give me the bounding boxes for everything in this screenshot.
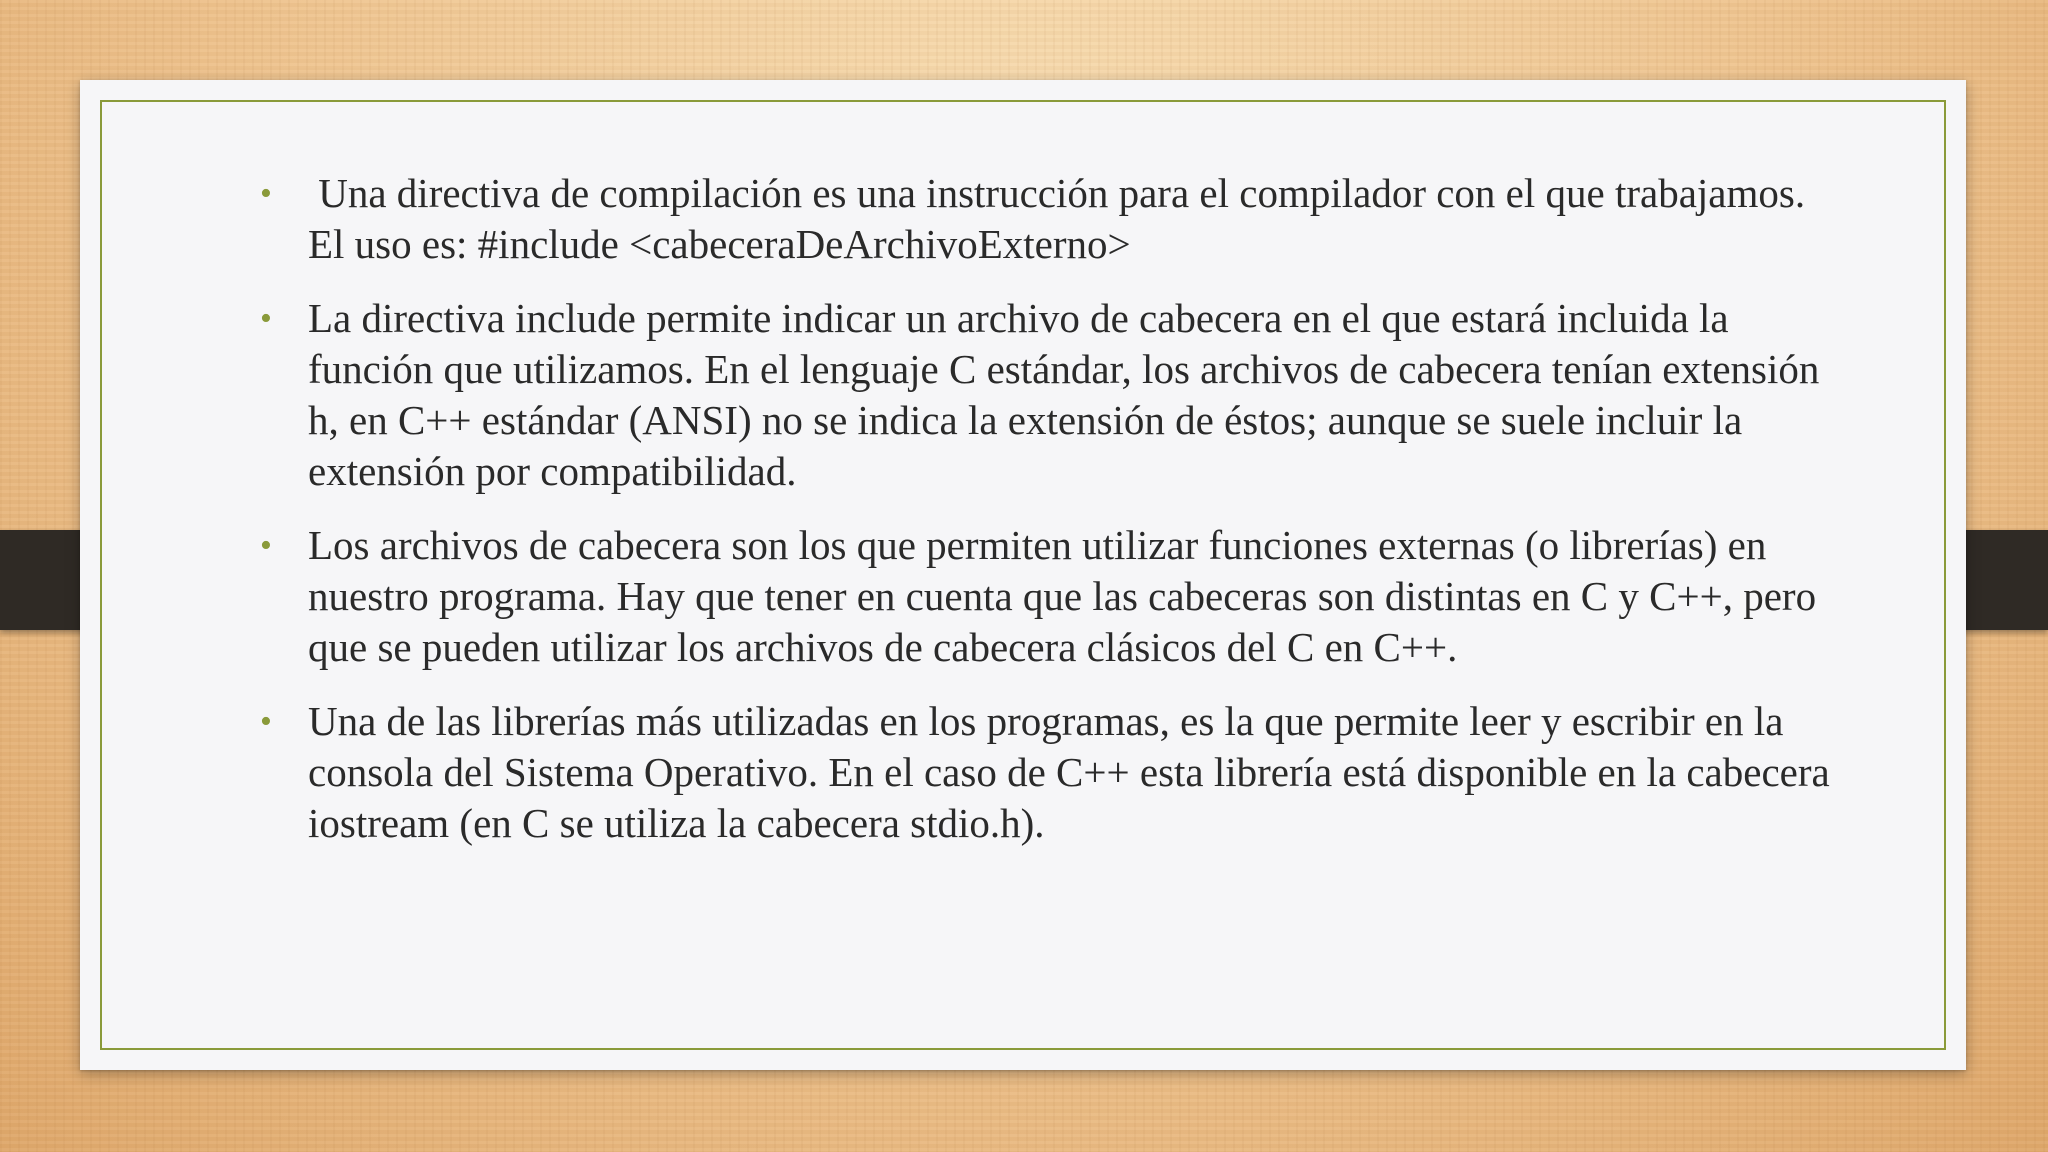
bullet-text-2: La directiva include permite indicar un archivo de cabecera en el que estará incluida la función que utilizamos. En el lenguaje C estándar, los archivos de cabecera tenían extensión h, en C++ estándar (ANSI) no se indica la extensión de éstos; aunque se suele incluir la extensión por compatibilidad. <box>308 295 1820 494</box>
bullet-item-1 <box>256 168 1836 270</box>
bullet-text-1: Una directiva de compilación es una instrucción para el compilador con el que trabajamos. El uso es: #include <cabeceraDeArchivoExterno> <box>308 170 1816 267</box>
bullet-dot-icon: • <box>260 300 272 337</box>
slide-card <box>80 80 1966 1070</box>
bullet-list <box>256 168 1836 849</box>
bullet-item-2 <box>256 293 1836 497</box>
bullet-text-4: Una de las librerías más utilizadas en los programas, es la que permite leer y escribir en la consola del Sistema Operativo. En el caso de C++ esta librería está disponible en la cabecera iostream (en C se utiliza la cabecera stdio.h). <box>308 698 1830 846</box>
bullet-dot-icon: • <box>260 527 272 564</box>
bullet-item-4 <box>256 696 1836 849</box>
bullet-item-3 <box>256 520 1836 673</box>
slide-content <box>256 168 1836 872</box>
bullet-text-3: Los archivos de cabecera son los que permiten utilizar funciones externas (o librerías) en nuestro programa. Hay que tener en cuenta que las cabeceras son distintas en C y C++, pero que se pueden utilizar los archivos de cabecera clásicos del C en C++. <box>308 522 1817 670</box>
bullet-dot-icon: • <box>260 703 272 740</box>
bullet-dot-icon: • <box>260 175 272 212</box>
